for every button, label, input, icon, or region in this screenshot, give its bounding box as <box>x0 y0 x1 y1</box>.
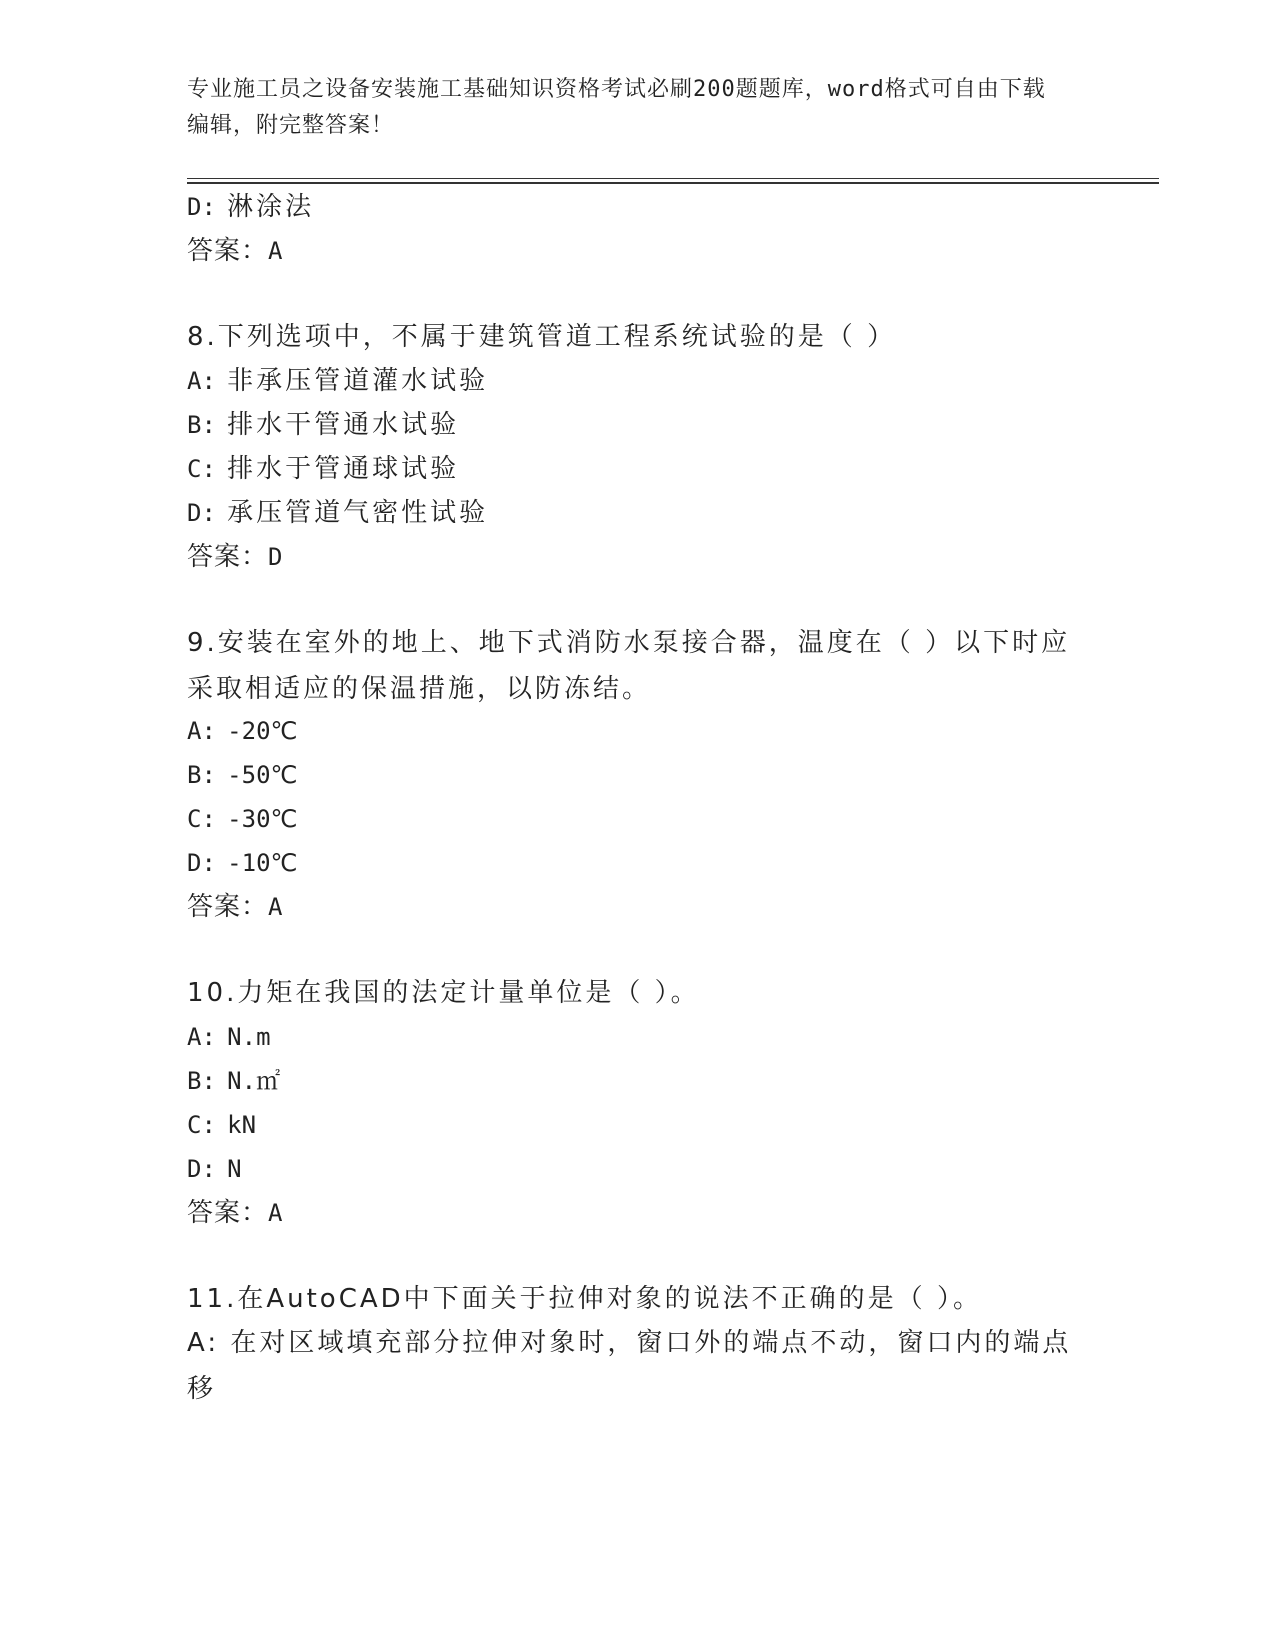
q9-option-c <box>187 796 297 842</box>
option-label: A: <box>187 367 216 395</box>
option-label: D: <box>187 849 216 877</box>
option-text: N <box>227 1155 242 1183</box>
answer-label: 答案： <box>187 542 269 572</box>
q7-option-d <box>187 184 314 230</box>
answer-value: A <box>268 893 284 921</box>
q10-option-d <box>187 1146 242 1192</box>
q10-option-b <box>187 1058 280 1104</box>
answer-label: 答案： <box>187 1198 269 1228</box>
q11-stem: 11.在AutoCAD中下面关于拉伸对象的说法不正确的是（ ）。 <box>187 1284 982 1314</box>
option-text: kN <box>227 1111 257 1139</box>
option-text: -20℃ <box>227 717 298 745</box>
option-label: A: <box>187 1023 216 1051</box>
header-divider-thick <box>187 182 1159 184</box>
option-text: 淋涂法 <box>227 192 315 222</box>
option-label: D: <box>187 1155 216 1183</box>
option-label: C: <box>187 1111 216 1139</box>
option-text: 承压管道气密性试验 <box>227 498 489 528</box>
q8-option-d <box>187 490 488 536</box>
q10-answer <box>187 1190 283 1236</box>
option-text: -50℃ <box>227 761 298 789</box>
q8-option-c <box>187 446 459 492</box>
q9-answer <box>187 884 283 930</box>
option-text: N.㎡ <box>227 1067 281 1095</box>
header-divider-thin <box>187 178 1159 179</box>
q8-stem: 8.下列选项中，不属于建筑管道工程系统试验的是（ ） <box>187 322 897 352</box>
option-label: D: <box>187 193 216 221</box>
option-text: 非承压管道灌水试验 <box>227 366 489 396</box>
q9-stem: 9.安装在室外的地上、地下式消防水泵接合器，温度在（ ）以下时应采取相适应的保温措施，以防冻结。 <box>187 628 1071 704</box>
option-text: -30℃ <box>227 805 298 833</box>
q10-stem: 10.力矩在我国的法定计量单位是（ ）。 <box>187 978 700 1008</box>
option-label: B: <box>187 761 216 789</box>
q11-option-a <box>187 1320 1077 1412</box>
q9-option-d <box>187 840 297 886</box>
option-label: A: <box>187 1328 220 1358</box>
q10-option-c <box>187 1102 256 1148</box>
answer-label: 答案： <box>187 892 269 922</box>
answer-label: 答案： <box>187 236 269 266</box>
answer-value: D <box>268 543 284 571</box>
q8-answer <box>187 534 283 580</box>
option-label: A: <box>187 717 216 745</box>
option-label: B: <box>187 411 216 439</box>
q7-answer <box>187 228 283 274</box>
option-label: B: <box>187 1067 216 1095</box>
q9-option-a <box>187 708 297 754</box>
option-label: C: <box>187 455 216 483</box>
option-label: C: <box>187 805 216 833</box>
option-label: D: <box>187 499 216 527</box>
option-text: 排水于管通球试验 <box>227 454 460 484</box>
q10-option-a <box>187 1014 271 1060</box>
q8-option-b <box>187 402 459 448</box>
option-text: 在对区域填充部分拉伸对象时，窗口外的端点不动，窗口内的端点移 <box>187 1328 1072 1404</box>
option-text: 排水干管通水试验 <box>227 410 460 440</box>
option-text: N.m <box>227 1023 271 1051</box>
q9-option-b <box>187 752 297 798</box>
answer-value: A <box>268 237 284 265</box>
option-text: -10℃ <box>227 849 298 877</box>
q8-option-a <box>187 358 488 404</box>
document-header: 专业施工员之设备安装施工基础知识资格考试必刷200题题库，word格式可自由下载编辑，附完整答案！ <box>187 77 1046 138</box>
answer-value: A <box>268 1199 284 1227</box>
